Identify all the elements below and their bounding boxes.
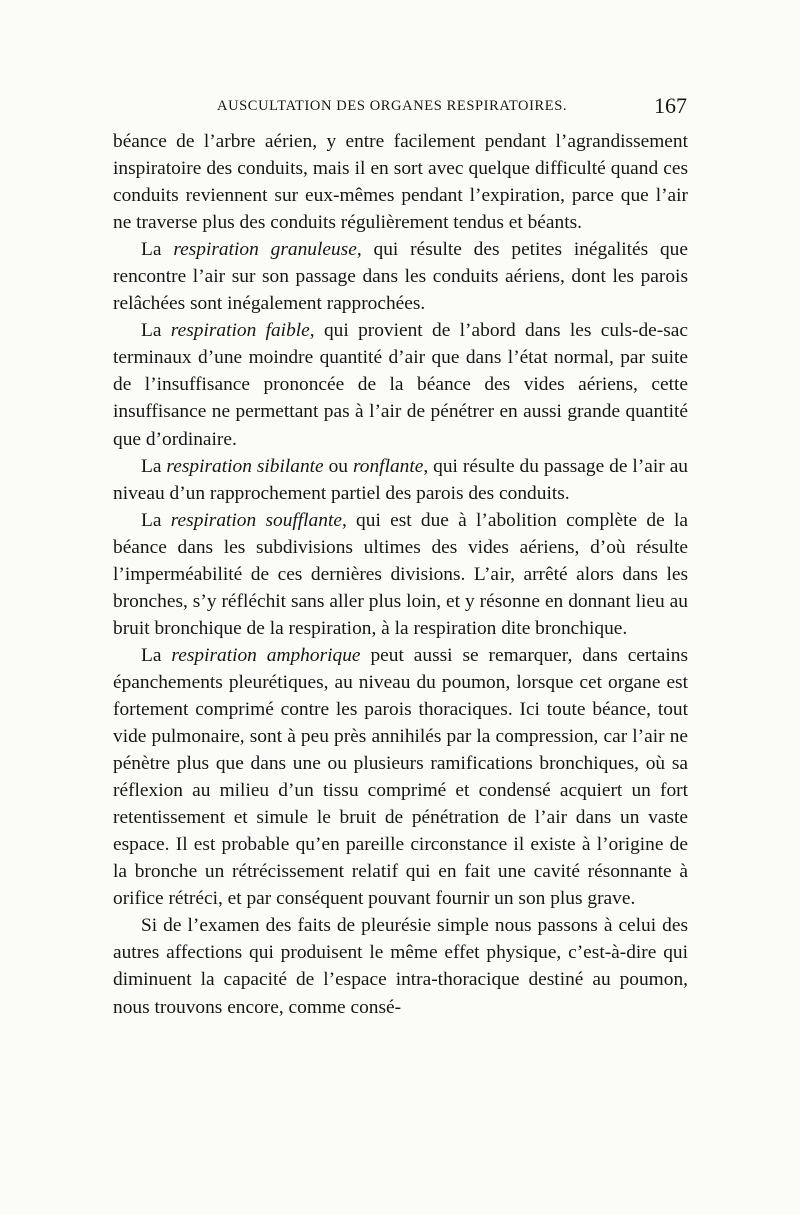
paragraph-text: peut aussi se remarquer, dans certains épanchements pleurétiques, au niveau du poumon, lorsque cet organe est fortement comprimé contre les parois thoraciques. Ici toute béance, tout vide pulmonaire, sont à peu près annihilés par la compression, car l’air ne pénètre plus que dans une ou plusieurs ramifications bronchiques, où sa réflexion au milieu d’un tissu comprimé et condensé acquiert un fort retentissement et simule le bruit de pénétration de l’air dans un vaste espace. Il est probable qu’en pareille circonstance il existe à l’origine de la bronche un rétrécissement relatif qui en fait une cavité résonnante à orifice rétréci, et par conséquent pouvant fournir un son plus grave. [113,644,688,910]
paragraph-lead: La [141,644,172,666]
paragraph-respiration-faible [113,317,688,452]
italic-term: respiration soufflante [170,509,342,531]
running-head-title: AUSCULTATION DES ORGANES RESPIRATOIRES. [217,98,568,114]
body-text [113,128,688,1021]
paragraph-text: Si de l’examen des faits de pleurésie simple nous passons à celui des autres affections qui produisent le même effet physique, c’est-à-dire qui diminuent la capacité de l’espace intra-thoracique destiné au poumon, nous trouvons encore, comme consé- [113,915,688,1018]
paragraph-continuation [113,128,688,236]
italic-term: respiration sibilante [166,455,324,477]
paragraph-text: , qui résulte du passage de l’air au niveau d’un rapprochement partiel des parois des conduits. [113,455,688,504]
paragraph-text: , qui est due à l’abolition complète de la béance dans les subdivisions ultimes des vides aériens, d’où résulte l’imperméabilité de ces dernières divisions. L’air, arrêté alors dans les bronches, s’y réfléchit sans aller plus loin, et y résonne en donnant lieu au bruit bronchique de la respiration, à la respiration dite bronchique. [113,509,688,639]
italic-term: respiration granuleuse [173,239,357,261]
page-number: 167 [654,93,687,118]
paragraph-pleuresie [113,912,688,1020]
italic-term: respiration amphorique [171,644,361,666]
paragraph-respiration-sibilante [113,453,688,507]
running-head [112,95,687,121]
italic-term: respiration faible [170,320,310,342]
paragraph-text: , qui résulte des petites inégalités que rencontre l’air sur son passage dans les conduits aériens, dont les parois relâchées sont inégalement rapprochées. [113,239,688,315]
paragraph-lead: La [141,320,171,342]
italic-term: ronflante [352,455,424,477]
paragraph-conjunction: ou [323,455,353,477]
paragraph-respiration-granuleuse [113,236,688,317]
paragraph-lead: La [141,455,167,477]
paragraph-text: béance de l’arbre aérien, y entre facilement pendant l’agrandissement inspiratoire des conduits, mais il en sort avec quelque difficulté quand ces conduits reviennent sur eux-mêmes pendant l’expiration, parce que l’air ne traverse plus des conduits régulièrement tendus et béants. [113,131,688,234]
paragraph-respiration-soufflante [113,507,688,642]
paragraph-text: , qui provient de l’abord dans les culs-de-sac terminaux d’une moindre quantité d’air que dans l’état normal, par suite de l’insuffisance prononcée de la béance des vides aériens, cette insuffisance ne permettant pas à l’air de pénétrer en aussi grande quantité que d’ordinaire. [113,320,688,450]
paragraph-lead: La [141,239,174,261]
paragraph-respiration-amphorique [113,642,688,912]
paragraph-lead: La [141,509,171,531]
